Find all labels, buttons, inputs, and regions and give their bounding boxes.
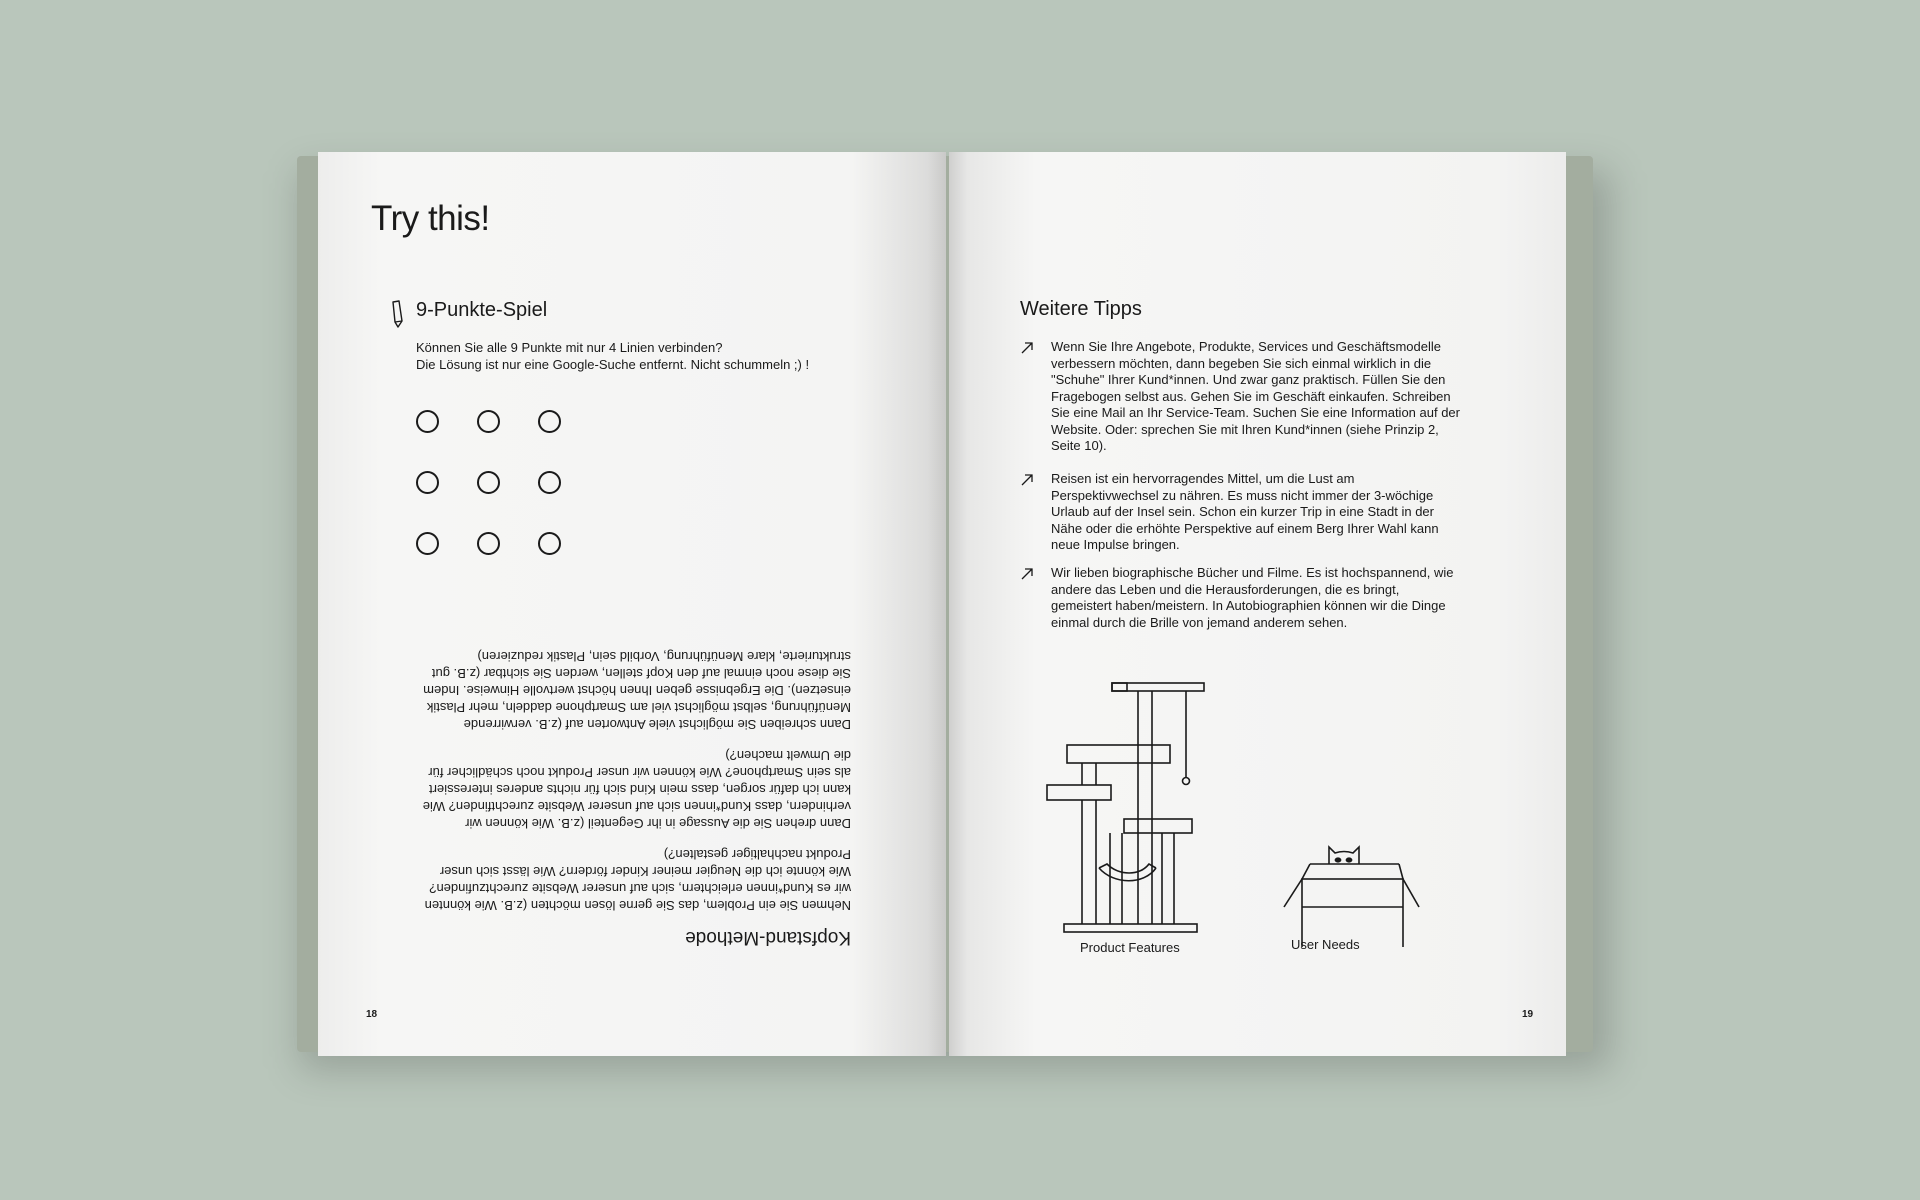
circle-icon (416, 471, 439, 494)
pencil-icon (390, 300, 404, 328)
tip-text: Wir lieben biographische Bücher und Filme. Es ist hochspannend, wie andere das Leben und die Herausforderungen, die es bringt, gemeistert haben/meistern. In Autobiographien können wir die Dinge einmal durch die Brille von jemand anderem sehen. (1051, 565, 1454, 630)
upside-down-section (416, 634, 851, 948)
box-with-cat-icon (1284, 847, 1419, 947)
arrow-up-right-icon (1020, 567, 1034, 581)
arrow-up-right-icon (1020, 341, 1034, 355)
page-number-left: 18 (366, 1009, 378, 1020)
circle-icon (477, 471, 500, 494)
circle-icon (477, 410, 500, 433)
tip-item (1020, 471, 1460, 554)
upside-down-heading: Kopfstand-Methode (685, 927, 851, 948)
cat-tree-and-box-illustration (1044, 657, 1464, 947)
cat-tree-icon (1047, 683, 1204, 932)
tip-text: Reisen ist ein hervorragendes Mittel, um die Lust am Perspektivwechsel zu nähren. Es muss nicht immer der 3-wöchige Urlaub auf der Insel sein. Schon ein kurzer Trip in eine Stadt in der Nähe oder die erhöhte Perspektive auf einem Berg Ihrer Wahl kann neue Impulse bringen. (1051, 471, 1439, 552)
circle-icon (538, 410, 561, 433)
left-page (318, 152, 946, 1056)
exercise-intro-line-1: Können Sie alle 9 Punkte mit nur 4 Linien verbinden? (416, 340, 723, 355)
arrow-up-right-icon (1020, 473, 1034, 487)
caption-user-needs: User Needs (1291, 937, 1360, 952)
circle-icon (538, 471, 561, 494)
circle-icon (416, 532, 439, 555)
open-book (297, 152, 1593, 1056)
upside-down-paragraph: Nehmen Sie ein Problem, das Sie gerne lösen möchten (z.B. Wie könnten wir es Kund*innen erleichtern, sich auf unserer Website zurechtzufinden? Wie könnte ich die Neugier meiner Kinder fördern? Wie lässt sich unser Produkt nachhaltiger gestalten?) (424, 847, 851, 913)
tip-item (1020, 339, 1460, 455)
exercise-intro (416, 339, 876, 373)
circle-icon (538, 532, 561, 555)
exercise-intro-line-2: Die Lösung ist nur eine Google-Suche entfernt. Nicht schummeln ;) ! (416, 357, 810, 372)
caption-product-features: Product Features (1080, 940, 1180, 955)
circle-icon (416, 410, 439, 433)
upside-down-paragraph: Dann drehen Sie die Aussage in ihr Gegenteil (z.B. Wie können wir verhindern, dass Kund*innen sich auf unserer Website zurechtfinden? Wie kann ich dafür sorgen, dass mein Kind sich für nichts anderes interessiert als sein Smartphone? Wie können wir unser Produkt noch schädlicher für die Umwelt machen?) (422, 748, 851, 831)
exercise-heading: 9-Punkte-Spiel (416, 299, 548, 321)
page-number-right: 19 (1522, 1009, 1534, 1020)
circle-icon (477, 532, 500, 555)
tip-text: Wenn Sie Ihre Angebote, Produkte, Services und Geschäftsmodelle verbessern möchten, dann begeben Sie sich einmal wirklich in die "Schuhe" Ihrer Kund*innen. Und zwar ganz praktisch. Füllen Sie den Fragebogen selbst aus. Gehen Sie im Geschäft einkaufen. Schreiben Sie eine Mail an Ihr Service-Team. Suchen Sie eine Information auf der Website. Oder: sprechen Sie mit Ihren Kund*innen (siehe Prinzip 2, Seite 10). (1051, 339, 1460, 453)
tip-item (1020, 565, 1460, 631)
tips-heading: Weitere Tipps (1020, 298, 1142, 320)
upside-down-paragraph: Dann schreiben Sie möglichst viele Antworten auf (z.B. verwirrende Menüführung, selbst möglichst viel am Smartphone daddeln, mehr Plastik einsetzen). Die Ergebnisse geben Ihnen höchst wertvolle Hinweise. Indem Sie diese noch einmal auf den Kopf stellen, werden Sie sichtbar (z.B. gut strukturierte, klare Menüführung, Vorbild sein, Plastik reduzieren) (423, 649, 851, 732)
page-title: Try this! (371, 199, 490, 238)
nine-dot-grid (416, 410, 576, 590)
right-page (949, 152, 1566, 1056)
